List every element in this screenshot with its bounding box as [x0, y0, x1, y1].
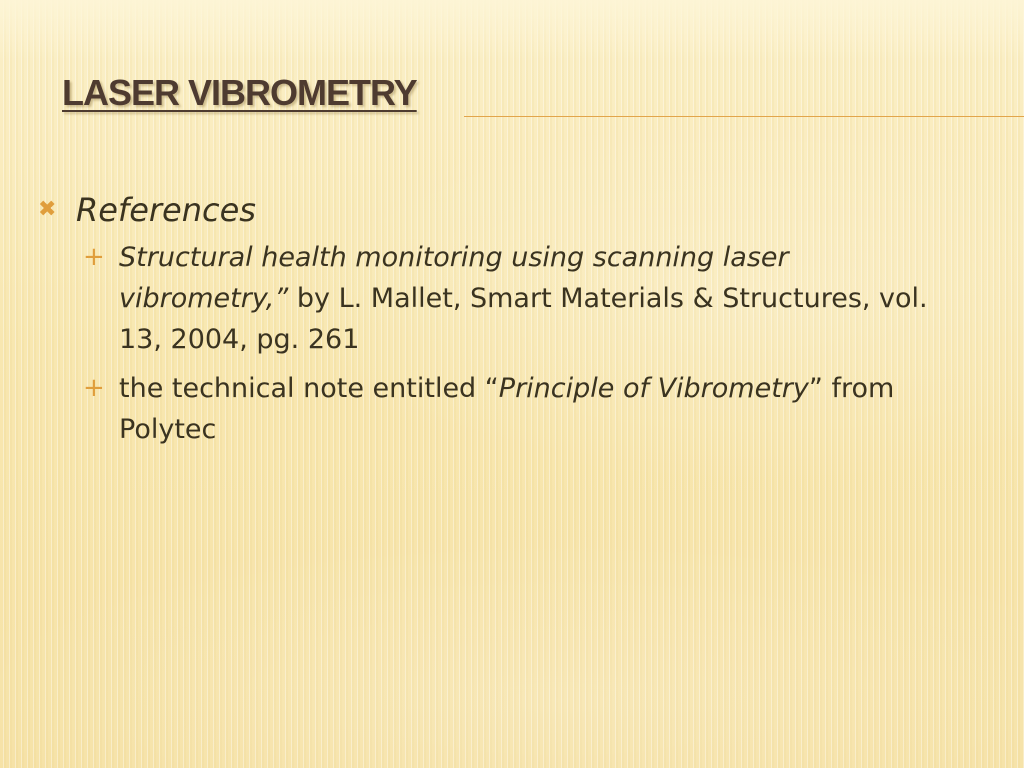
- references-heading: References: [76, 191, 256, 229]
- bullet-list: [38, 186, 998, 450]
- x-mark-icon: ✖: [38, 197, 57, 222]
- top-highlight-band: [0, 0, 1024, 60]
- slide-title: LASER VIBROMETRY: [62, 72, 417, 113]
- reference-2-title: Principle of Vibrometry: [498, 373, 809, 404]
- reference-item-1: [81, 237, 959, 360]
- plus-icon: +: [83, 373, 105, 403]
- reference-1-title: Structural health monitoring using scanning laser vibrometry,”: [119, 242, 789, 314]
- reference-1-details: by L. Mallet, Smart Materials & Structures, vol. 13, 2004, pg. 261: [119, 283, 928, 355]
- reference-2-prefix: the technical note entitled “: [119, 373, 499, 404]
- title-underline-rule: [464, 116, 1024, 117]
- reference-2-suffix: ” from Polytec: [119, 373, 895, 445]
- reference-item-2: [81, 368, 959, 450]
- bullet-references: [38, 186, 998, 234]
- plus-icon: +: [83, 242, 105, 272]
